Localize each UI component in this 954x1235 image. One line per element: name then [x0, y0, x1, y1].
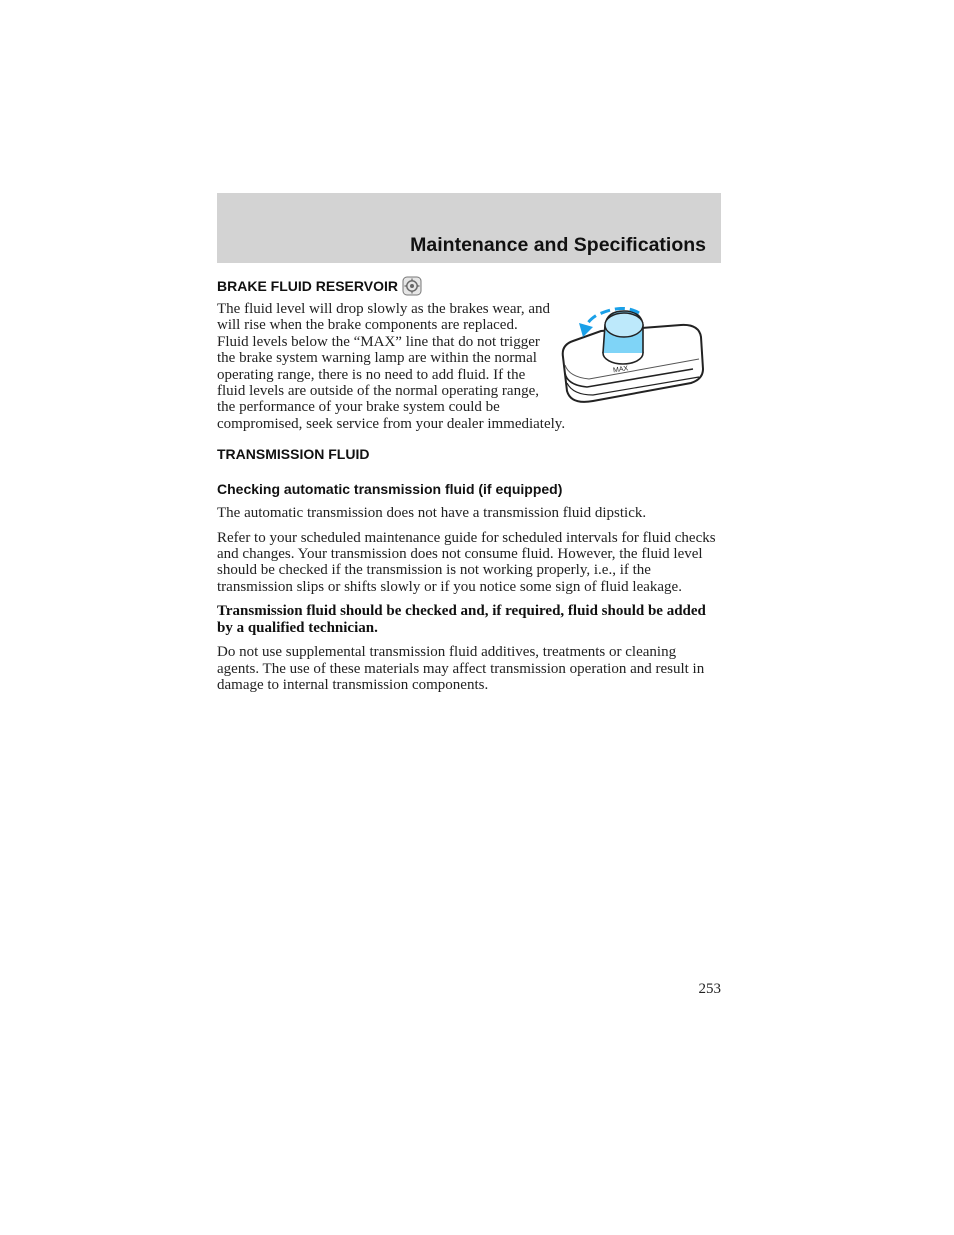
- transmission-warning: Transmission fluid should be checked and, if required, fluid should be added by a qualified technician.: [217, 603, 706, 636]
- brake-fluid-paragraph: The fluid level will drop slowly as the brakes wear, and will rise when the brake components are replaced. Fluid levels below the “MAX” line that do not trigger the brake system warning lamp are within the normal operating range, there is no need to add fluid. If the fluid levels are outside of the normal operating range, the performance of your brake system could be compromised, seek service from your dealer immediately.: [217, 301, 566, 432]
- transmission-paragraph-1: The automatic transmission does not have a transmission fluid dipstick.: [217, 505, 647, 522]
- service-wrench-icon: [402, 276, 422, 296]
- brake-fluid-section: [217, 301, 721, 432]
- page-content: [217, 276, 721, 693]
- brake-reservoir-illustration: [553, 307, 713, 409]
- transmission-paragraph-3: Do not use supplemental transmission fluid additives, treatments or cleaning agents. The use of these materials may affect transmission operation and result in damage to internal transmission components.: [217, 644, 705, 693]
- section-header-band: [217, 193, 721, 263]
- page-number: 253: [698, 981, 721, 997]
- transmission-fluid-heading: TRANSMISSION FLUID: [217, 446, 370, 463]
- brake-fluid-heading-text: BRAKE FLUID RESERVOIR: [217, 278, 398, 294]
- section-title: Maintenance and Specifications: [410, 234, 706, 256]
- brake-fluid-heading: [217, 276, 721, 296]
- max-line-label: MAX: [612, 365, 629, 375]
- transmission-check-subheading: Checking automatic transmission fluid (if equipped): [217, 481, 563, 498]
- transmission-paragraph-2: Refer to your scheduled maintenance guide for scheduled intervals for fluid checks and changes. Your transmission does not consume fluid. However, the fluid level should be checked if the transmission is not working properly, i.e., if the transmission slips or shifts slowly or if you notice some sign of fluid leakage.: [217, 529, 716, 595]
